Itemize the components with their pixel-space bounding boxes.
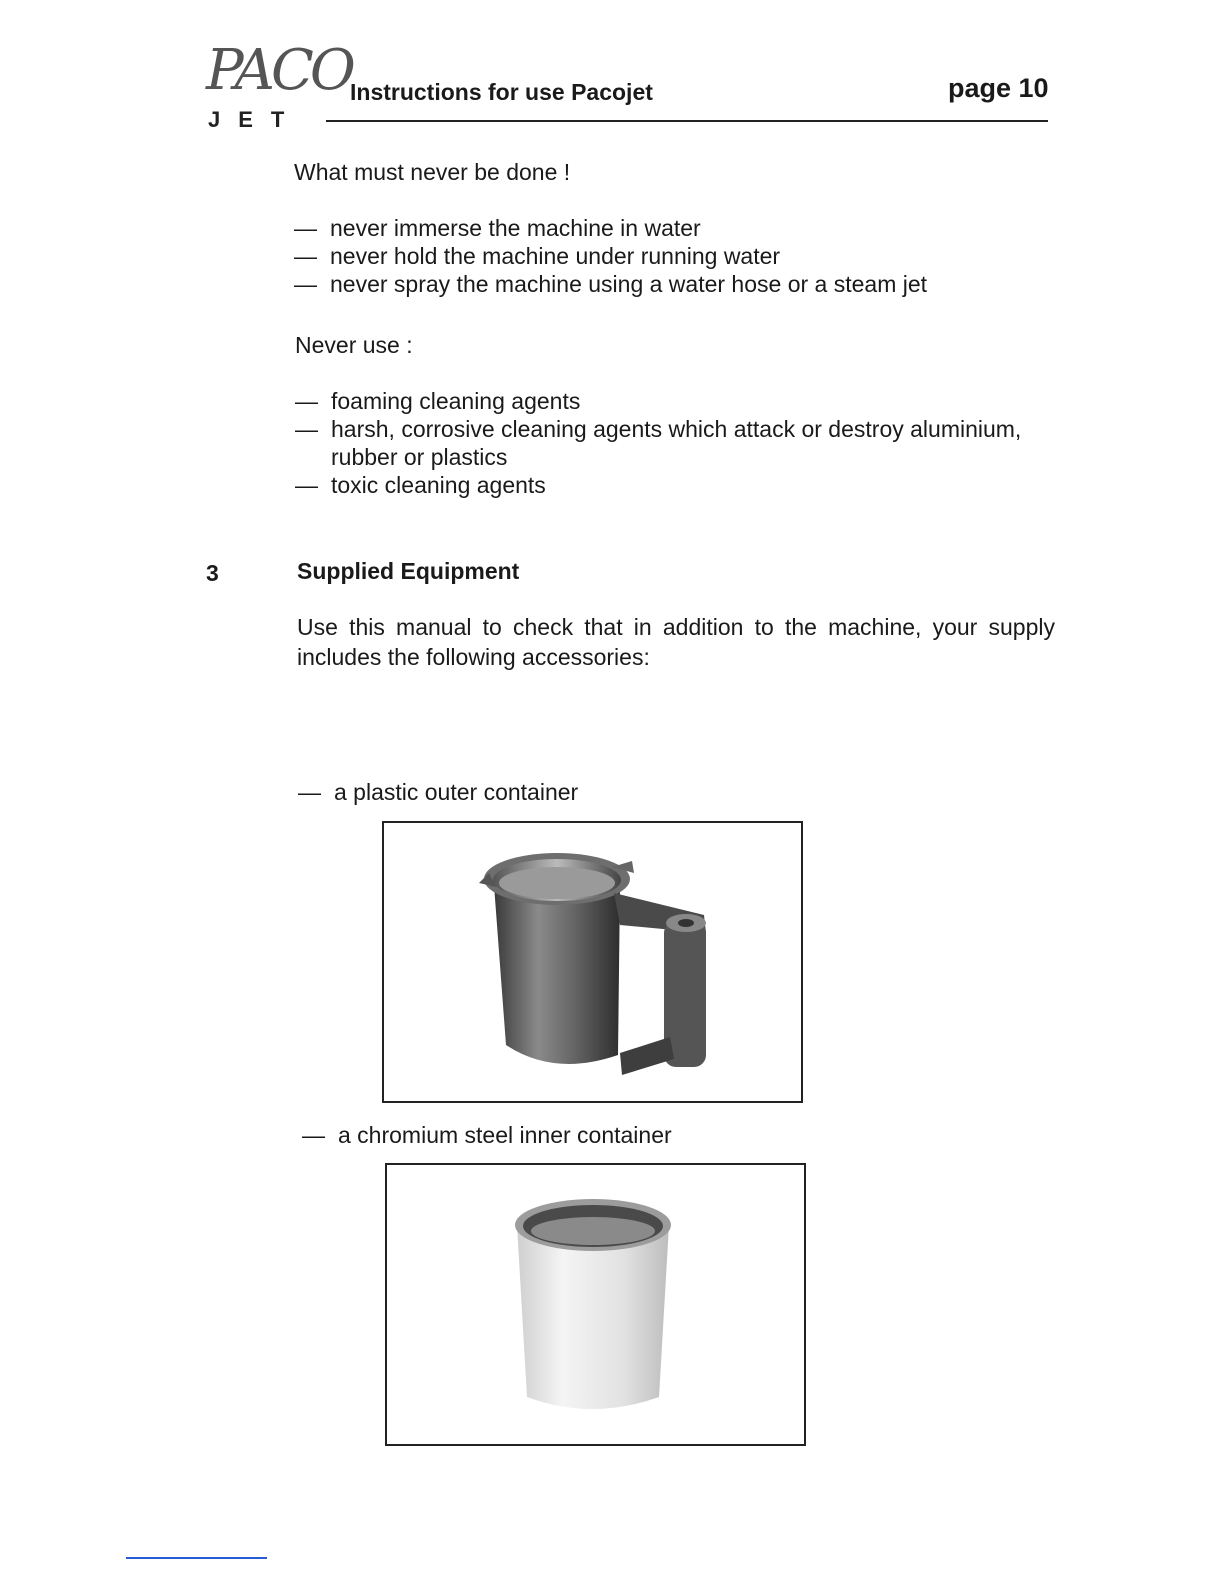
header-divider — [326, 120, 1048, 122]
section-paragraph: Use this manual to check that in addition to the machine, your supply includes the following accessories: — [297, 614, 1055, 670]
footer-rule — [126, 1557, 267, 1559]
logo-jet-text: JET — [208, 107, 303, 132]
header-title: Instructions for use Pacojet — [350, 79, 653, 105]
never-use-heading: Never use : — [295, 332, 413, 358]
never-done-list — [294, 214, 927, 298]
logo-script-text: PACO — [206, 38, 352, 103]
section-title: Supplied Equipment — [297, 558, 520, 584]
outer-container-photo-frame — [382, 821, 803, 1103]
inner-container-image — [387, 1165, 804, 1444]
accessory-label-inner: — a chromium steel inner container — [302, 1122, 672, 1148]
list-item: — never immerse the machine in water — [294, 215, 701, 241]
list-item: — never spray the machine using a water hose or a steam jet — [294, 271, 928, 297]
list-item: — harsh, corrosive cleaning agents which attack or destroy aluminium, — [295, 416, 1022, 442]
section-number: 3 — [206, 560, 219, 586]
never-use-list — [295, 387, 1021, 499]
list-item: — foaming cleaning agents — [295, 388, 581, 414]
never-done-heading: What must never be done ! — [294, 159, 571, 185]
list-item: — toxic cleaning agents — [295, 472, 546, 498]
list-item-continuation: rubber or plastics — [331, 444, 508, 470]
list-item: — never hold the machine under running water — [294, 243, 781, 269]
inner-container-photo-frame — [385, 1163, 806, 1446]
outer-container-image — [384, 823, 801, 1101]
accessory-label-outer: — a plastic outer container — [298, 779, 579, 805]
page-number: page 10 — [948, 73, 1049, 103]
pacojet-logo — [198, 36, 352, 146]
